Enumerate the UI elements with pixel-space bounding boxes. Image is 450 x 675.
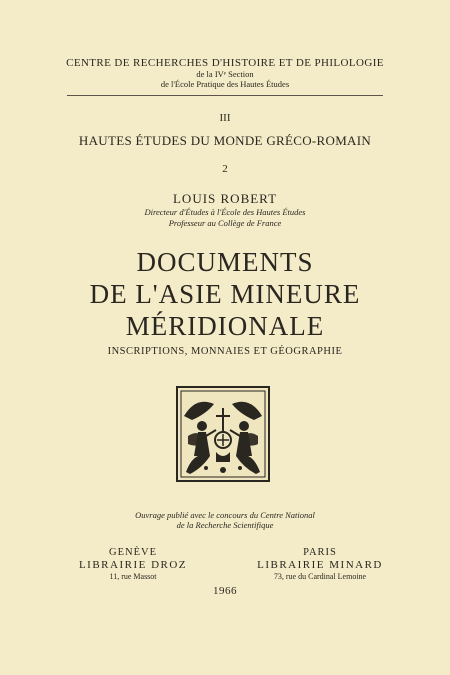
- book-subtitle: INSCRIPTIONS, MONNAIES ET GÉOGRAPHIE: [107, 346, 343, 357]
- institution-section-line1: de la IVᵉ Section: [196, 69, 254, 79]
- book-title-line3: MÉRIDIONALE: [125, 311, 325, 341]
- publisher-house: LIBRAIRIE MINARD: [257, 559, 383, 571]
- credit-line2: de la Recherche Scientifique: [176, 520, 274, 530]
- book-title-line1: DOCUMENTS: [136, 247, 314, 277]
- book-title-line2: DE L'ASIE MINEURE: [89, 279, 361, 309]
- publisher-address: 11, rue Massot: [109, 572, 157, 581]
- publisher-city: GENÈVE: [109, 547, 157, 558]
- series-title: HAUTES ÉTUDES DU MONDE GRÉCO-ROMAIN: [78, 133, 372, 148]
- publisher-address: 73, rue du Cardinal Lemoine: [273, 572, 367, 581]
- author-role-2: Professeur au Collège de France: [168, 218, 282, 228]
- author-name: LOUIS ROBERT: [172, 191, 278, 206]
- author-role-1: Directeur d'Études à l'École des Hautes Études: [144, 207, 306, 217]
- institution-section-line2: de l'École Pratique des Hautes Études: [160, 79, 290, 89]
- header-divider: [67, 95, 383, 96]
- institution-name: CENTRE DE RECHERCHES D'HISTOIRE ET DE PHILOLOGIE: [66, 57, 384, 69]
- credit-line1: Ouvrage publié avec le concours du Centre National: [135, 510, 315, 520]
- printer-mark-emblem-icon: [176, 386, 270, 482]
- volume-number: 2: [222, 163, 228, 175]
- publisher-paris: [250, 547, 390, 581]
- publication-year: 1966: [213, 585, 237, 597]
- publisher-geneva: [68, 547, 198, 581]
- series-number: III: [219, 112, 231, 124]
- publisher-house: LIBRAIRIE DROZ: [78, 559, 188, 571]
- publisher-city: PARIS: [303, 547, 337, 558]
